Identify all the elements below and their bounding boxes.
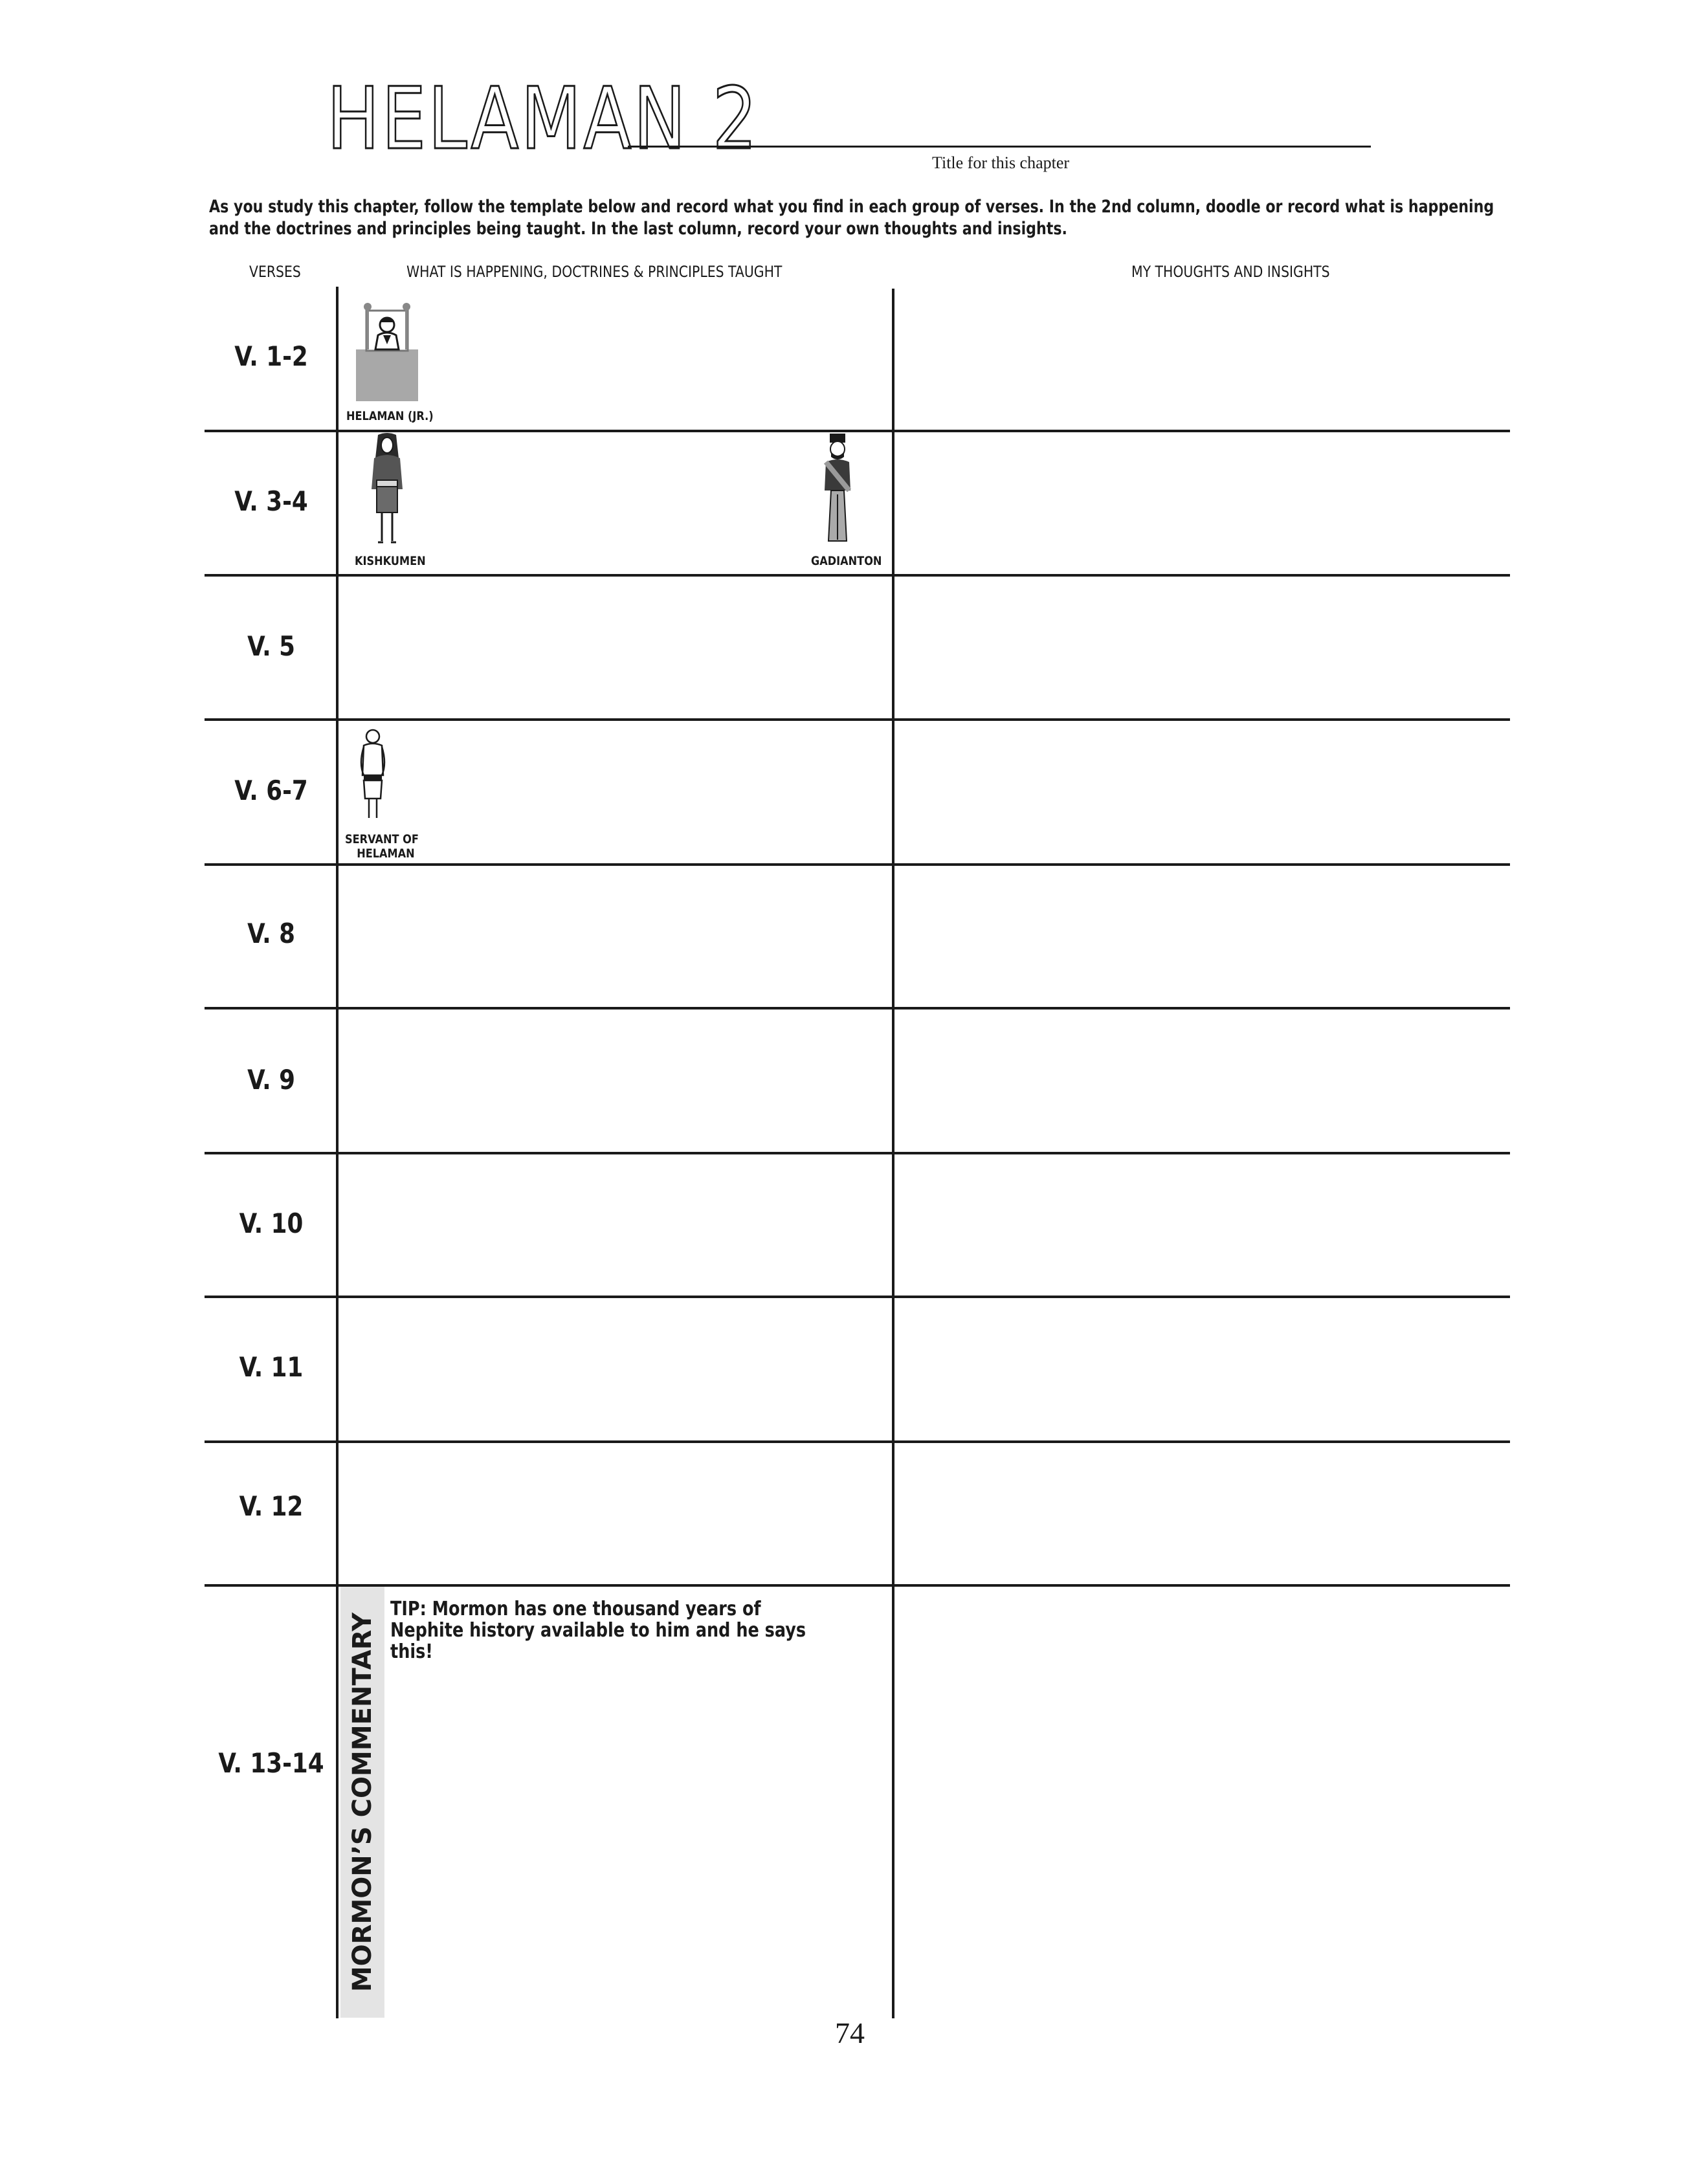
chapter-title: HELAMAN 2: [327, 69, 759, 169]
column-header-happening: WHAT IS HAPPENING, DOCTRINES & PRINCIPLES TAUGHT: [406, 263, 783, 281]
page-number: 74: [835, 2016, 865, 2049]
figure-label-servant-line1: SERVANT OF: [345, 832, 419, 846]
row-divider: [205, 1007, 1510, 1009]
verse-label: V. 6-7: [234, 775, 308, 806]
row-divider: [205, 718, 1510, 721]
figure-label-gadianton: GADIANTON: [811, 554, 882, 568]
title-blank-line[interactable]: [628, 146, 1371, 148]
row-divider: [205, 1440, 1510, 1443]
figure-label-servant: [345, 832, 419, 861]
verse-label: V. 1-2: [234, 340, 308, 372]
row-divider: [205, 863, 1510, 866]
title-caption: Title for this chapter: [932, 153, 1070, 172]
servant-figure-icon: [356, 726, 390, 823]
verse-label: V. 8: [247, 918, 295, 949]
commentary-tip: TIP: Mormon has one thousand years of Nephite history available to him and he says this!: [390, 1598, 806, 1663]
row-divider: [205, 1296, 1510, 1298]
column-header-verses: VERSES: [249, 263, 301, 281]
verse-label: V. 3-4: [234, 485, 308, 517]
verse-label: V. 12: [239, 1490, 304, 1522]
verse-label: V. 11: [239, 1351, 304, 1383]
thoughts-cell[interactable]: [896, 290, 1507, 428]
commentary-label: MORMON’S COMMENTARY: [348, 1612, 377, 1992]
kishkumen-figure-icon: [366, 432, 408, 549]
verse-label: V. 10: [239, 1208, 304, 1239]
verse-label: V. 5: [247, 630, 295, 662]
verse-label: V. 13-14: [218, 1747, 324, 1779]
figure-label-kishkumen: KISHKUMEN: [355, 554, 426, 568]
column-header-thoughts: MY THOUGHTS AND INSIGHTS: [1131, 263, 1330, 281]
row-divider: [205, 574, 1510, 577]
figure-label-servant-line2: HELAMAN: [357, 846, 415, 861]
instructions: As you study this chapter, follow the template below and record what you find in each group of verses. In the 2nd column, doodle or record what is happening and the doctrines and principles being taught. In the last column, record your own thoughts and insights.: [209, 197, 1494, 239]
gadianton-figure-icon: [817, 432, 858, 549]
row-divider: [205, 1584, 1510, 1587]
row-divider: [205, 1152, 1510, 1154]
helaman-judgment-seat-icon: [355, 299, 419, 403]
figure-label-helaman: HELAMAN (JR.): [346, 409, 434, 423]
verse-label: V. 9: [247, 1064, 295, 1096]
